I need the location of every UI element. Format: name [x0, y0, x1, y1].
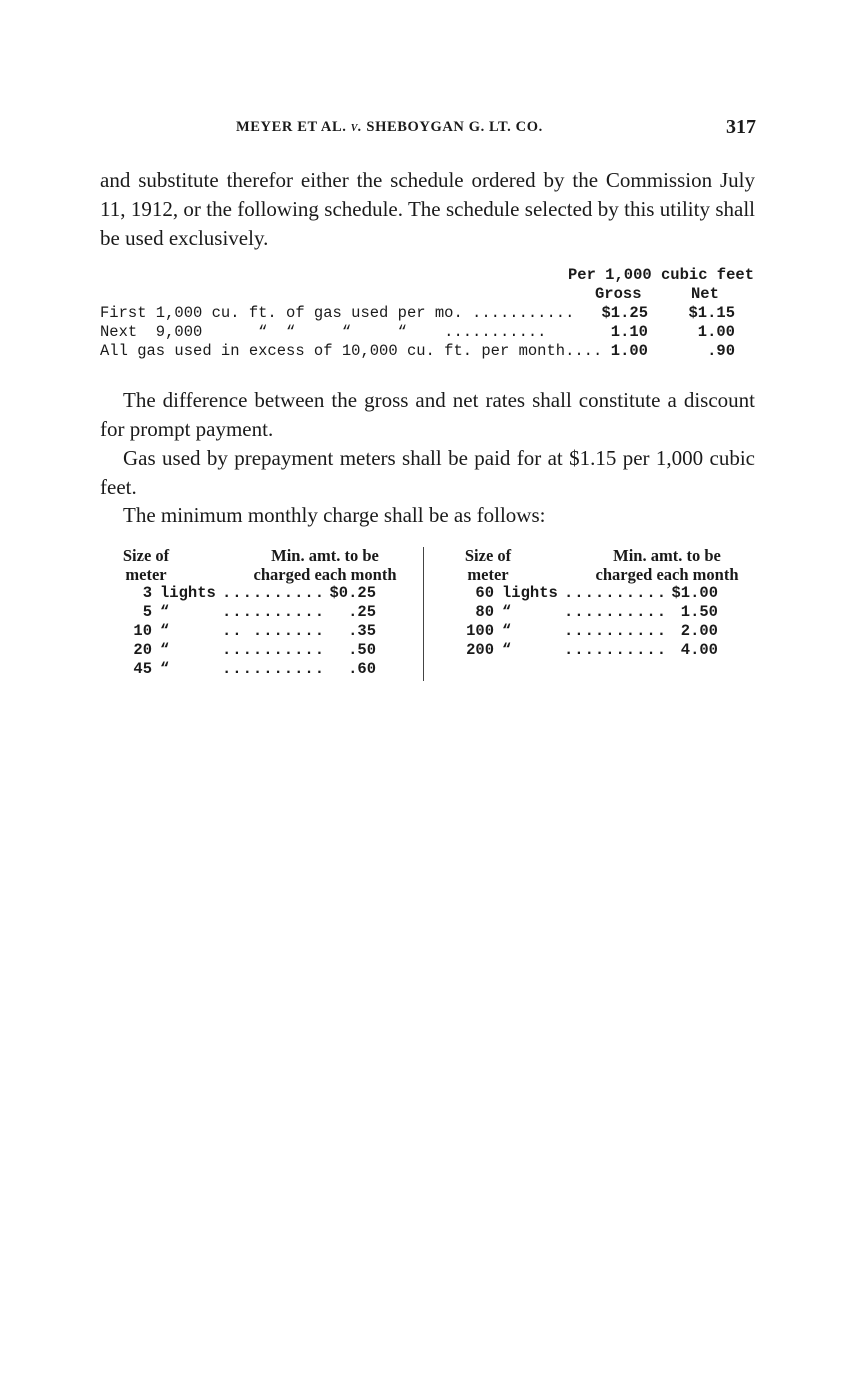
minimum-charge-row	[110, 660, 430, 679]
minimum-charge-row	[110, 622, 430, 641]
running-title-defendant: SHEBOYGAN G. LT. CO.	[362, 119, 543, 135]
meter-unit: “	[502, 603, 512, 621]
amount-header-line1: Min. amt. to be	[613, 546, 721, 565]
gross-rate: 1.00	[610, 342, 648, 360]
amount-header-line2: charged each month	[253, 564, 397, 584]
meter-unit: “	[160, 660, 170, 678]
dot-leader: ..........	[222, 660, 326, 678]
minimum-charge-tables	[110, 547, 760, 682]
minimum-amount: $0.25	[329, 584, 376, 602]
meter-unit: “	[502, 622, 512, 640]
net-rate: $1.15	[688, 304, 735, 322]
minimum-charge-row	[110, 641, 430, 660]
minimum-charge-row	[452, 603, 772, 622]
per-thousand-header: Per 1,000 cubic feet	[567, 266, 754, 284]
dot-leader: ..........	[564, 622, 668, 640]
amount-header	[235, 547, 415, 584]
rate-row	[100, 342, 756, 361]
meter-size: 3	[142, 584, 152, 602]
meter-size: 80	[475, 603, 494, 621]
paragraph-substitute-schedule: and substitute therefor either the schedule ordered by the Commission July 11, 1912, or the following schedule. The schedule selected by this utility shall be used exclusively.	[100, 168, 755, 250]
minimum-amount: .50	[348, 641, 376, 659]
dot-leader: ..........	[564, 603, 668, 621]
minimum-amount: 2.00	[680, 622, 718, 640]
dot-leader: ..........	[222, 641, 326, 659]
running-title	[236, 119, 543, 136]
dot-leader: ..........	[222, 603, 326, 621]
paragraph-prepayment: Gas used by prepayment meters shall be paid for at $1.15 per 1,000 cubic feet.	[100, 446, 755, 499]
meter-unit: lights	[502, 584, 558, 602]
rate-schedule-table	[100, 266, 756, 361]
minimum-charge-row	[452, 584, 772, 603]
meter-unit: lights	[160, 584, 216, 602]
meter-unit: “	[160, 641, 170, 659]
running-header	[100, 116, 756, 140]
dot-leader: ..........	[222, 584, 326, 602]
meter-size: 200	[466, 641, 494, 659]
size-header	[452, 547, 524, 584]
gross-header: Gross	[595, 285, 642, 303]
paragraph-minimum-charge: The minimum monthly charge shall be as follows:	[123, 503, 546, 527]
rate-description: Next 9,000 “ “ “ “ ...........	[100, 323, 547, 341]
minimum-charge-row	[452, 622, 772, 641]
net-rate: 1.00	[697, 323, 735, 341]
minimum-amount: 4.00	[680, 641, 718, 659]
dot-leader: ..........	[564, 584, 668, 602]
minimum-charge-header	[110, 547, 430, 584]
paragraph-discount: The difference between the gross and net rates shall constitute a discount for prompt payment.	[100, 388, 755, 441]
gross-rate: 1.10	[610, 323, 648, 341]
running-title-versus: v.	[350, 119, 363, 135]
amount-header-line2: charged each month	[595, 564, 739, 584]
meter-unit: “	[160, 622, 170, 640]
page-number: 317	[726, 116, 756, 138]
meter-size: 100	[466, 622, 494, 640]
minimum-charge-header	[452, 547, 772, 584]
rate-row	[100, 304, 756, 323]
minimum-charge-row	[110, 584, 430, 603]
size-header-line1: Size of	[122, 546, 170, 565]
gross-rate: $1.25	[601, 304, 648, 322]
meter-size: 45	[133, 660, 152, 678]
meter-size: 60	[475, 584, 494, 602]
minimum-amount: .25	[348, 603, 376, 621]
amount-header	[577, 547, 757, 584]
column-divider	[423, 547, 424, 681]
meter-unit: “	[160, 603, 170, 621]
minimum-amount: $1.00	[671, 584, 718, 602]
net-header: Net	[691, 285, 719, 303]
dot-leader: ..........	[564, 641, 668, 659]
running-title-parties: MEYER ET AL.	[236, 119, 351, 135]
minimum-charge-table-right	[452, 547, 772, 682]
size-header	[110, 547, 182, 584]
minimum-charge-row	[452, 641, 772, 660]
amount-header-line1: Min. amt. to be	[271, 546, 379, 565]
dot-leader: .. .......	[222, 622, 326, 640]
minimum-charge-table-left	[110, 547, 430, 682]
meter-unit: “	[502, 641, 512, 659]
meter-size: 10	[133, 622, 152, 640]
size-header-line2: meter	[467, 564, 509, 584]
minimum-amount: 1.50	[680, 603, 718, 621]
rate-description: First 1,000 cu. ft. of gas used per mo. ...........	[100, 304, 575, 322]
meter-size: 20	[133, 641, 152, 659]
size-header-line2: meter	[125, 564, 167, 584]
meter-size: 5	[142, 603, 152, 621]
size-header-line1: Size of	[464, 546, 512, 565]
minimum-amount: .35	[348, 622, 376, 640]
minimum-amount: .60	[348, 660, 376, 678]
net-rate: .90	[707, 342, 735, 360]
rate-row	[100, 323, 756, 342]
rate-schedule-header	[100, 266, 756, 304]
rate-description: All gas used in excess of 10,000 cu. ft. per month....	[100, 342, 603, 360]
minimum-charge-row	[110, 603, 430, 622]
